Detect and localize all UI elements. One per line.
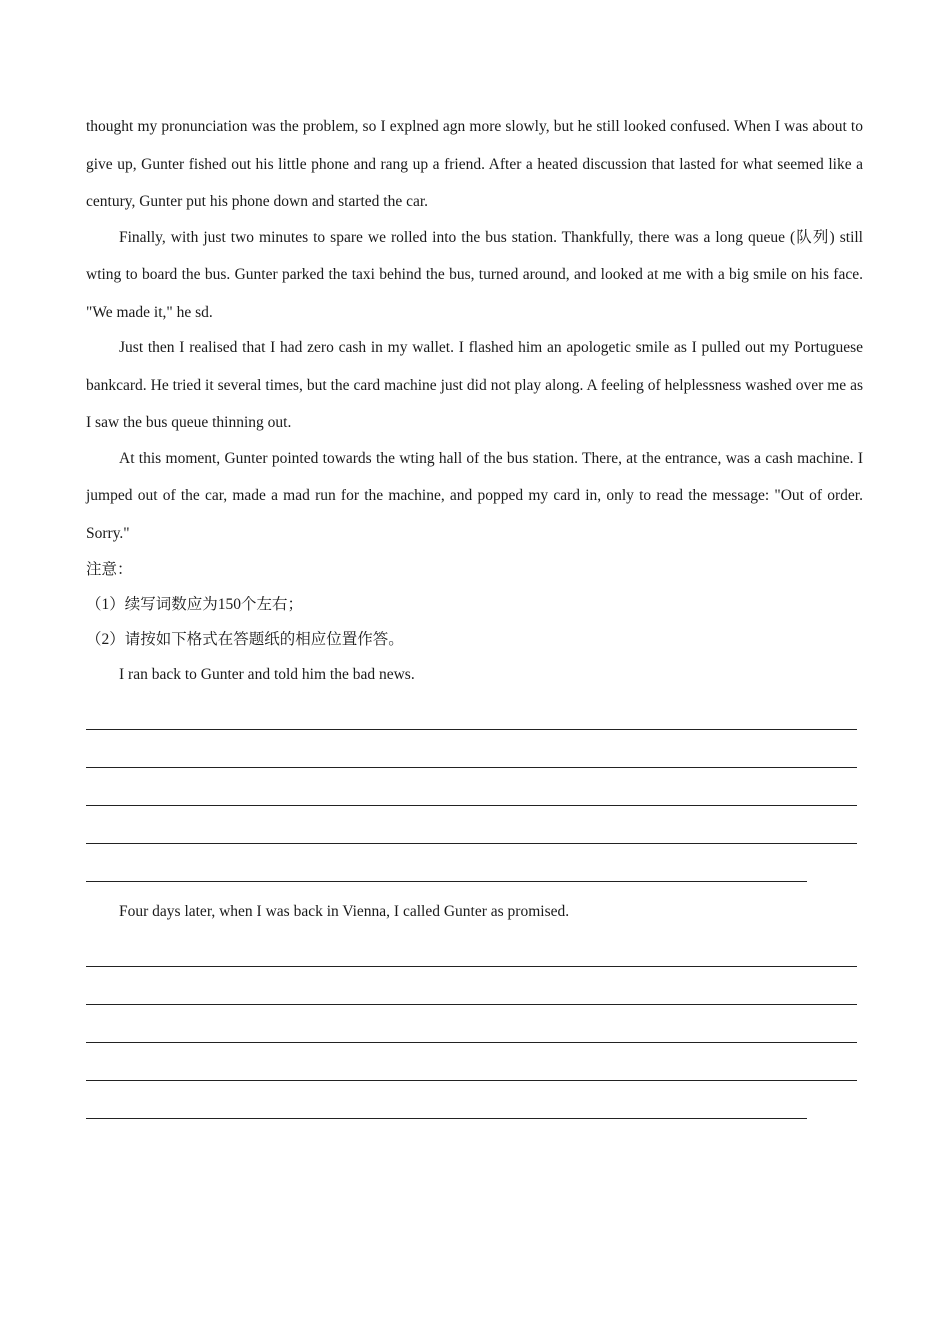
notes-heading: 注意： [86,561,133,578]
note-item-1: （1）续写词数应为150个左右； [86,596,304,613]
passage-paragraph-4: At this moment, Gunter pointed towards the wting hall of the bus station. There, at the entrance, was a cash machine. I jumped out of the car, made a mad run for the machine, and popped my card in, only to read the message: "Out of order. Sorry." [86,449,863,542]
answer-line[interactable] [86,929,857,967]
answer-line[interactable] [86,692,857,730]
answer-line[interactable] [86,806,857,844]
spacer [86,882,863,894]
answer-line[interactable] [86,730,857,768]
continuation-prompt-2: Four days later, when I was back in Vienna, I called Gunter as promised. [119,903,570,920]
passage-paragraph-3: Just then I realised that I had zero cash in my wallet. I flashed him an apologetic smile as I pulled out my Portuguese bankcard. He tried it several times, but the card machine just did not play along. A feeling of helplessness washed over me as I saw the bus queue thinning out. [86,339,863,431]
answer-line[interactable] [86,1043,857,1081]
answer-line[interactable] [86,844,807,882]
continuation-prompt-1: I ran back to Gunter and told him the bad news. [119,666,415,683]
document-page [86,108,863,1119]
note-item-2: （2）请按如下格式在答题纸的相应位置作答。 [86,631,404,648]
answer-line[interactable] [86,967,857,1005]
passage-paragraph-1: thought my pronunciation was the problem, so I explned agn more slowly, but he still looked confused. When I was about to give up, Gunter fished out his little phone and rang up a friend. After a heated discussion that lasted for what seemed like a century, Gunter put his phone down and started the car. [86,118,863,210]
passage-paragraph-2: Finally, with just two minutes to spare we rolled into the bus station. Thankfully, there was a long queue (队列) still wting to board the bus. Gunter parked the taxi behind the bus, turned around, and looked at me with a big smile on his face. "We made it," he sd. [86,228,863,321]
answer-lines-1 [86,692,863,882]
answer-line[interactable] [86,768,857,806]
answer-line[interactable] [86,1081,807,1119]
answer-line[interactable] [86,1005,857,1043]
answer-lines-2 [86,929,863,1119]
